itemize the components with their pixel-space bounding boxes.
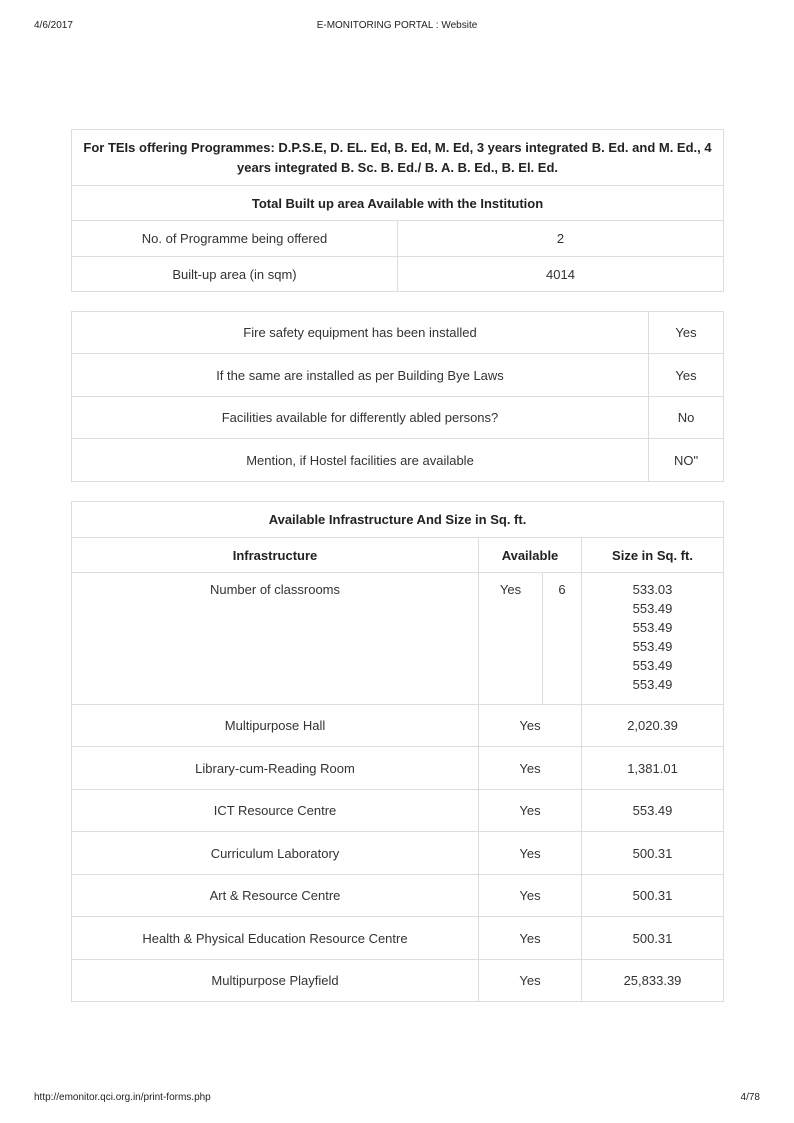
footer-url[interactable]: http://emonitor.qci.org.in/print-forms.php bbox=[34, 1092, 211, 1103]
classroom-size: 533.03 bbox=[632, 582, 673, 597]
classroom-sizes bbox=[582, 573, 724, 705]
infrastructure-size: 25,833.39 bbox=[582, 960, 724, 1002]
classroom-size: 553.49 bbox=[632, 601, 673, 616]
classroom-size: 553.49 bbox=[632, 677, 673, 692]
infrastructure-available: Yes bbox=[479, 875, 582, 917]
infrastructure-size: 2,020.39 bbox=[582, 705, 724, 747]
programme-count-value: 2 bbox=[398, 221, 724, 257]
infrastructure-label: Library-cum-Reading Room bbox=[72, 747, 479, 790]
table-row bbox=[72, 960, 724, 1002]
infrastructure-label: Multipurpose Hall bbox=[72, 705, 479, 747]
builtup-area-label: Built-up area (in sqm) bbox=[72, 257, 398, 292]
facility-label: Mention, if Hostel facilities are available bbox=[72, 439, 649, 482]
classroom-size: 553.49 bbox=[632, 620, 673, 635]
classrooms-label: Number of classrooms bbox=[72, 573, 479, 705]
infrastructure-label: Health & Physical Education Resource Centre bbox=[72, 917, 479, 960]
builtup-table bbox=[71, 129, 724, 292]
infrastructure-available: Yes bbox=[479, 832, 582, 875]
facility-value: Yes bbox=[649, 312, 724, 354]
table-row bbox=[72, 917, 724, 960]
facility-value: NO" bbox=[649, 439, 724, 482]
facility-label: Facilities available for differently abled persons? bbox=[72, 397, 649, 439]
infrastructure-available: Yes bbox=[479, 747, 582, 790]
infrastructure-available: Yes bbox=[479, 705, 582, 747]
infrastructure-size: 500.31 bbox=[582, 917, 724, 960]
infrastructure-available: Yes bbox=[479, 790, 582, 832]
table-row bbox=[72, 832, 724, 875]
infrastructure-size: 500.31 bbox=[582, 832, 724, 875]
column-header-size: Size in Sq. ft. bbox=[582, 538, 724, 573]
classroom-size: 553.49 bbox=[632, 658, 673, 673]
builtup-area-value: 4014 bbox=[398, 257, 724, 292]
facility-label: If the same are installed as per Building Bye Laws bbox=[72, 354, 649, 397]
table-row bbox=[72, 790, 724, 832]
infrastructure-label: Multipurpose Playfield bbox=[72, 960, 479, 1002]
table-row bbox=[72, 747, 724, 790]
builtup-subheading: Total Built up area Available with the Institution bbox=[72, 186, 724, 221]
infrastructure-label: Curriculum Laboratory bbox=[72, 832, 479, 875]
page-title: E-MONITORING PORTAL : Website bbox=[316, 20, 478, 31]
column-header-available: Available bbox=[479, 538, 582, 573]
infrastructure-size: 500.31 bbox=[582, 875, 724, 917]
infrastructure-label: ICT Resource Centre bbox=[72, 790, 479, 832]
facility-label: Fire safety equipment has been installed bbox=[72, 312, 649, 354]
programme-count-label: No. of Programme being offered bbox=[72, 221, 398, 257]
infrastructure-table bbox=[71, 501, 724, 1002]
infrastructure-size: 553.49 bbox=[582, 790, 724, 832]
classrooms-count: 6 bbox=[543, 573, 582, 705]
facilities-table bbox=[71, 311, 724, 482]
infrastructure-available: Yes bbox=[479, 917, 582, 960]
infrastructure-label: Art & Resource Centre bbox=[72, 875, 479, 917]
infrastructure-available: Yes bbox=[479, 960, 582, 1002]
classrooms-available: Yes bbox=[479, 573, 543, 705]
table-row bbox=[72, 875, 724, 917]
print-date: 4/6/2017 bbox=[34, 20, 73, 31]
facility-value: Yes bbox=[649, 354, 724, 397]
table-row bbox=[72, 705, 724, 747]
column-header-infrastructure: Infrastructure bbox=[72, 538, 479, 573]
classroom-size: 553.49 bbox=[632, 639, 673, 654]
page-number: 4/78 bbox=[740, 1092, 760, 1103]
facility-value: No bbox=[649, 397, 724, 439]
infrastructure-size: 1,381.01 bbox=[582, 747, 724, 790]
builtup-heading: For TEIs offering Programmes: D.P.S.E, D. EL. Ed, B. Ed, M. Ed, 3 years integrated B. Ed. and M. Ed., 4 years integrated B. Sc. B. Ed./ B. A. B. Ed., B. El. Ed. bbox=[72, 130, 724, 186]
infrastructure-title: Available Infrastructure And Size in Sq. ft. bbox=[72, 502, 724, 538]
